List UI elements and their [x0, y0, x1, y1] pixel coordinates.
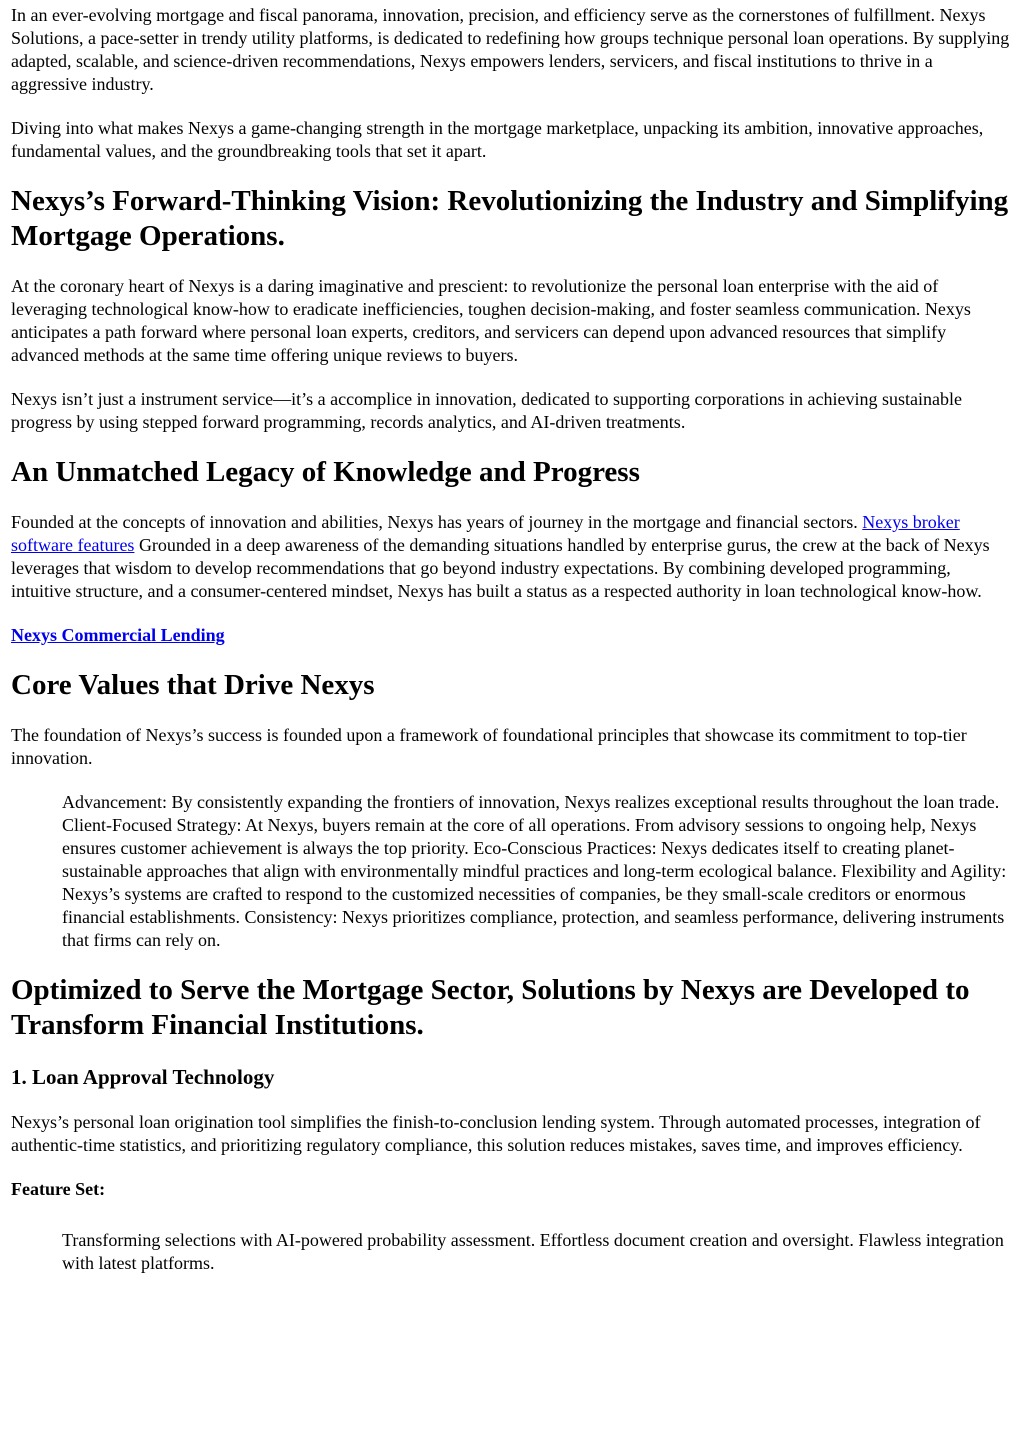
- feature-set-quote: Transforming selections with AI-powered probability assessment. Effortless document creation and oversight. Flawless integration with latest platforms.: [62, 1230, 1004, 1273]
- commercial-lending-paragraph: [11, 624, 1013, 647]
- heading-core-values: Core Values that Drive Nexys: [11, 669, 375, 701]
- intro-paragraph: In an ever-evolving mortgage and fiscal panorama, innovation, precision, and efficiency serve as the cornerstones of fulfillment. Nexys Solutions, a pace-setter in trendy utility platforms, is dedicated to redefining how groups technique personal loan operations. By supplying adapted, scalable, and science-driven recommendations, Nexys empowers lenders, servicers, and fiscal institutions to thrive in a aggressive industry.: [11, 5, 1010, 94]
- legacy-text-after: Grounded in a deep awareness of the demanding situations handled by enterprise gurus, the crew at the back of Nexys leverages that wisdom to develop recommendations that go beyond industry expectations. By combining developed programming, intuitive structure, and a consumer-centered mindset, Nexys has built a status as a respected authority in loan technological know-how.: [11, 535, 990, 601]
- core-values-quote: Advancement: By consistently expanding the frontiers of innovation, Nexys realizes exceptional results throughout the loan trade. Client-Focused Strategy: At Nexys, buyers remain at the core of all operations. From advisory sessions to ongoing help, Nexys ensures customer achievement is always the top priority. Eco-Conscious Practices: Nexys dedicates itself to creating planet-sustainable approaches that align with environmentally mindful practices and long-term ecological balance. Flexibility and Agility: Nexys’s systems are crafted to respond to the customized necessities of companies, be they small-scale creditors or enormous financial establishments. Consistency: Nexys prioritizes compliance, protection, and seamless performance, delivering instruments that firms can rely on.: [62, 792, 1007, 950]
- legacy-text-before: Founded at the concepts of innovation and abilities, Nexys has years of journey in the mortgage and financial sectors.: [11, 512, 863, 532]
- commercial-lending-link[interactable]: Nexys Commercial Lending: [11, 625, 225, 645]
- vision-paragraph-2: Nexys isn’t just a instrument service—it’s a accomplice in innovation, dedicated to supporting corporations in achieving sustainable progress by using stepped forward programming, records analytics, and AI-driven treatments.: [11, 389, 962, 432]
- heading-legacy: An Unmatched Legacy of Knowledge and Progress: [11, 456, 640, 488]
- heading-feature-set: Feature Set:: [11, 1179, 106, 1199]
- heading-loan-approval: 1. Loan Approval Technology: [11, 1065, 275, 1089]
- loan-approval-paragraph: Nexys’s personal loan origination tool simplifies the finish-to-conclusion lending system. Through automated processes, integration of authentic-time statistics, and prioritizing regulatory compliance, this solution reduces mistakes, saves time, and improves efficiency.: [11, 1112, 981, 1155]
- legacy-paragraph: [11, 511, 1013, 603]
- article-body: [11, 4, 1013, 1275]
- intro-paragraph-2: Diving into what makes Nexys a game-changing strength in the mortgage marketplace, unpacking its ambition, innovative approaches, fundamental values, and the groundbreaking tools that set it apart.: [11, 118, 984, 161]
- heading-vision: Nexys’s Forward-Thinking Vision: Revolutionizing the Industry and Simplifying Mortgage Operations.: [11, 185, 1009, 252]
- heading-optimized: Optimized to Serve the Mortgage Sector, Solutions by Nexys are Developed to Transform Financial Institutions.: [11, 974, 970, 1041]
- core-values-paragraph: The foundation of Nexys’s success is founded upon a framework of foundational principles that showcase its commitment to top-tier innovation.: [11, 725, 967, 768]
- broker-software-link[interactable]: Nexys broker software features: [11, 512, 960, 555]
- vision-paragraph: At the coronary heart of Nexys is a daring imaginative and prescient: to revolutionize the personal loan enterprise with the aid of leveraging technological know-how to eradicate inefficiencies, toughen decision-making, and foster seamless communication. Nexys anticipates a path forward where personal loan experts, creditors, and servicers can depend upon advanced resources that simplify advanced methods at the same time offering unique reviews to buyers.: [11, 276, 971, 365]
